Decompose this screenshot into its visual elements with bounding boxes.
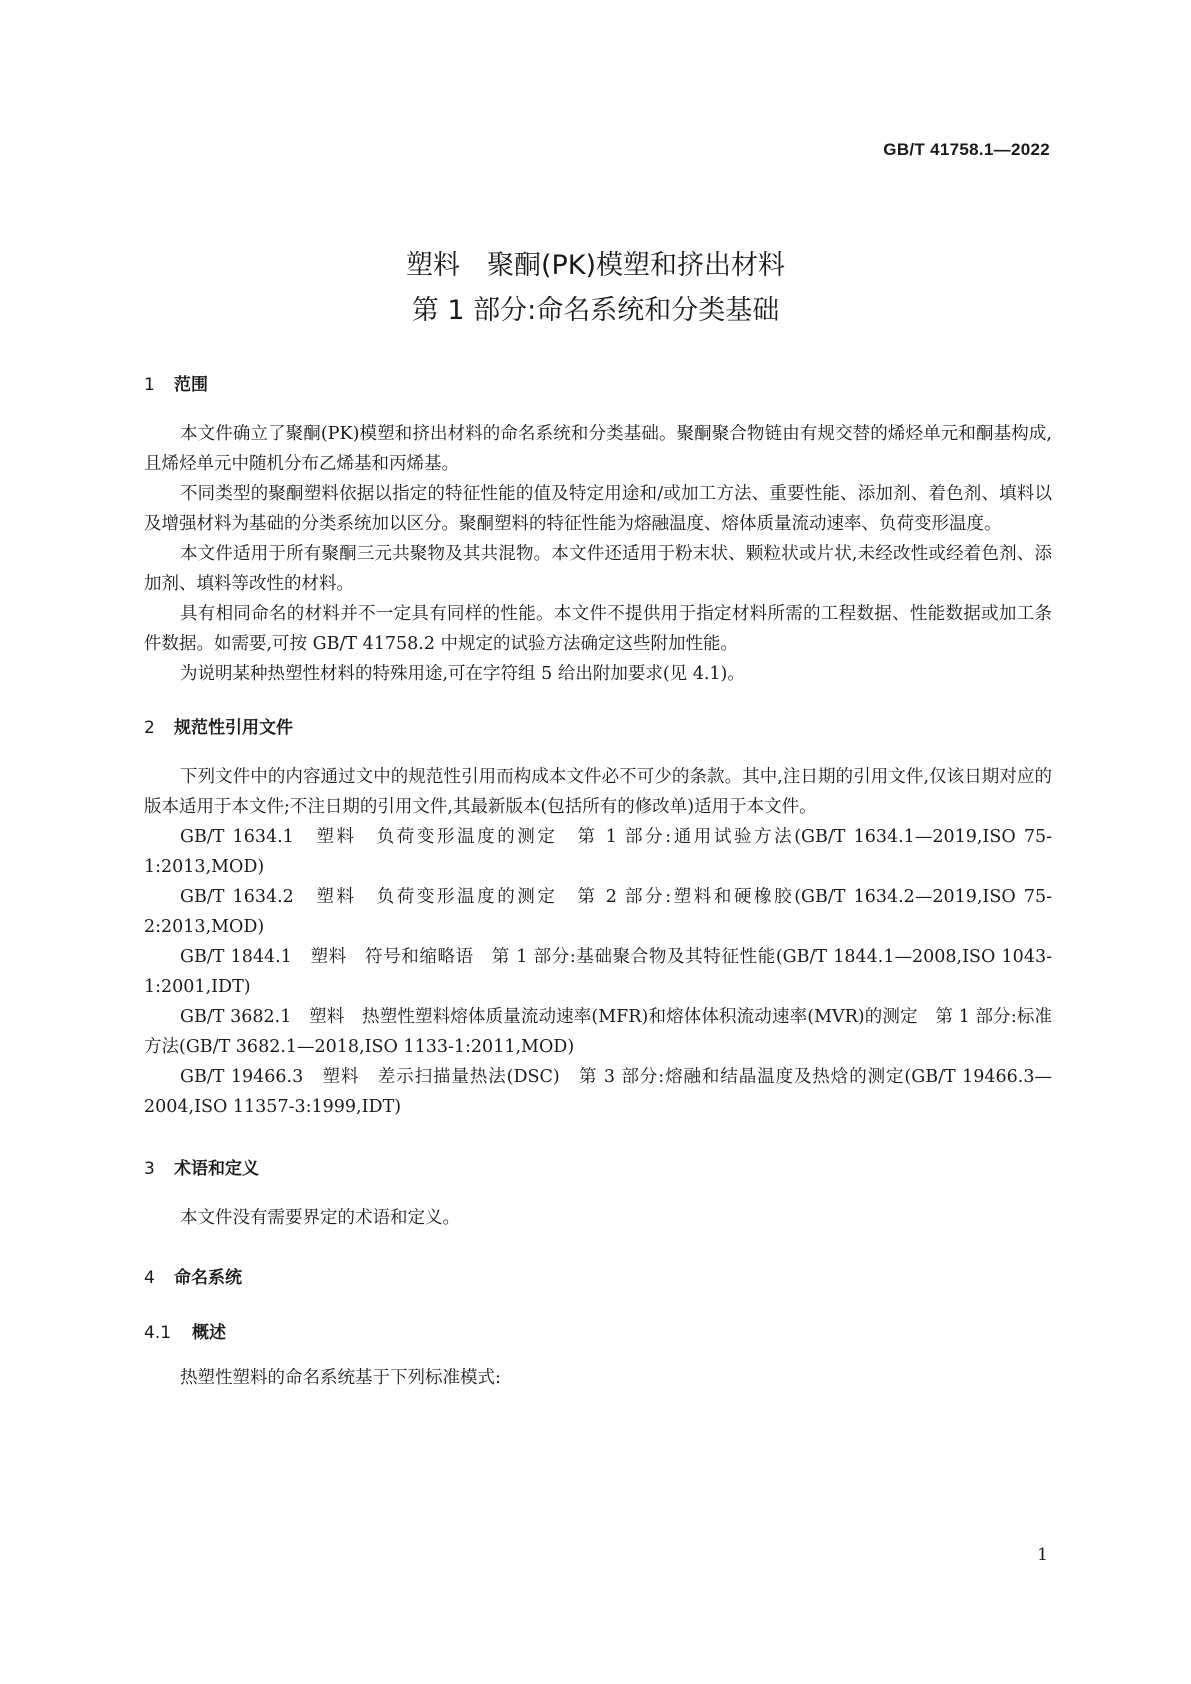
reference-item: GB/T 1634.1 塑料 负荷变形温度的测定 第 1 部分:通用试验方法(GB/T 1634.1—2019,ISO 75-1:2013,MOD): [144, 827, 1052, 877]
paragraph: 具有相同命名的材料并不一定具有同样的性能。本文件不提供用于指定材料所需的工程数据、性能数据或加工条件数据。如需要,可按 GB/T 41758.2 中规定的试验方法确定这些附加性能。: [144, 604, 1052, 654]
paragraph: 热塑性塑料的命名系统基于下列标准模式:: [180, 1368, 501, 1388]
paragraph: 下列文件中的内容通过文中的规范性引用而构成本文件必不可少的条款。其中,注日期的引用文件,仅该日期对应的版本适用于本文件;不注日期的引用文件,其最新版本(包括所有的修改单)适用于本文件。: [144, 767, 1052, 817]
section-title: 范围: [174, 375, 208, 395]
title-line-1: 塑料 聚酮(PK)模塑和挤出材料: [405, 250, 786, 281]
reference-item: GB/T 19466.3 塑料 差示扫描量热法(DSC) 第 3 部分:熔融和结晶温度及热焓的测定(GB/T 19466.3—2004,ISO 11357-3:1999,IDT): [144, 1067, 1052, 1117]
page-number: 1: [1037, 1545, 1048, 1565]
paragraph: 为说明某种热塑性材料的特殊用途,可在字符组 5 给出附加要求(见 4.1)。: [180, 664, 745, 684]
section-title: 规范性引用文件: [174, 718, 293, 738]
paragraph: 本文件确立了聚酮(PK)模塑和挤出材料的命名系统和分类基础。聚酮聚合物链由有规交替的烯烃单元和酮基构成,且烯烃单元中随机分布乙烯基和丙烯基。: [144, 424, 1052, 474]
section-1-body: [144, 419, 1052, 689]
section-2-body: [144, 762, 1052, 1122]
subsection-title: 概述: [192, 1323, 226, 1343]
reference-item: GB/T 3682.1 塑料 热塑性塑料熔体质量流动速率(MFR)和熔体体积流动速率(MVR)的测定 第 1 部分:标准方法(GB/T 3682.1—2018,ISO 1133-1:2011,MOD): [144, 1007, 1052, 1057]
section-title: 术语和定义: [174, 1159, 259, 1179]
section-title: 命名系统: [174, 1268, 242, 1288]
section-number: 3: [144, 1159, 155, 1179]
section-number: 1: [144, 375, 155, 395]
section-number: 4: [144, 1268, 155, 1288]
standard-code: GB/T 41758.1—2022: [883, 140, 1050, 159]
subsection-4-1-heading: [144, 1318, 1052, 1343]
section-number: 2: [144, 718, 155, 738]
reference-item: GB/T 1634.2 塑料 负荷变形温度的测定 第 2 部分:塑料和硬橡胶(GB/T 1634.2—2019,ISO 75-2:2013,MOD): [144, 887, 1052, 937]
title-line-2: 第 1 部分:命名系统和分类基础: [411, 295, 780, 326]
section-4-heading: [144, 1263, 1052, 1288]
paragraph: 本文件适用于所有聚酮三元共聚物及其共混物。本文件还适用于粉末状、颗粒状或片状,未经改性或经着色剂、添加剂、填料等改性的材料。: [144, 544, 1052, 594]
reference-item: GB/T 1844.1 塑料 符号和缩略语 第 1 部分:基础聚合物及其特征性能(GB/T 1844.1—2008,ISO 1043-1:2001,IDT): [144, 947, 1052, 997]
section-2-heading: [144, 713, 1052, 738]
paragraph: 本文件没有需要界定的术语和定义。: [180, 1208, 460, 1228]
paragraph: 不同类型的聚酮塑料依据以指定的特征性能的值及特定用途和/或加工方法、重要性能、添加剂、着色剂、填料以及增强材料为基础的分类系统加以区分。聚酮塑料的特征性能为熔融温度、熔体质量流动速率、负荷变形温度。: [144, 484, 1052, 534]
section-1-heading: [144, 370, 1052, 395]
document-body: [144, 370, 1052, 1393]
section-3-heading: [144, 1154, 1052, 1179]
subsection-number: 4.1: [144, 1323, 172, 1343]
document-title: [0, 243, 1191, 333]
